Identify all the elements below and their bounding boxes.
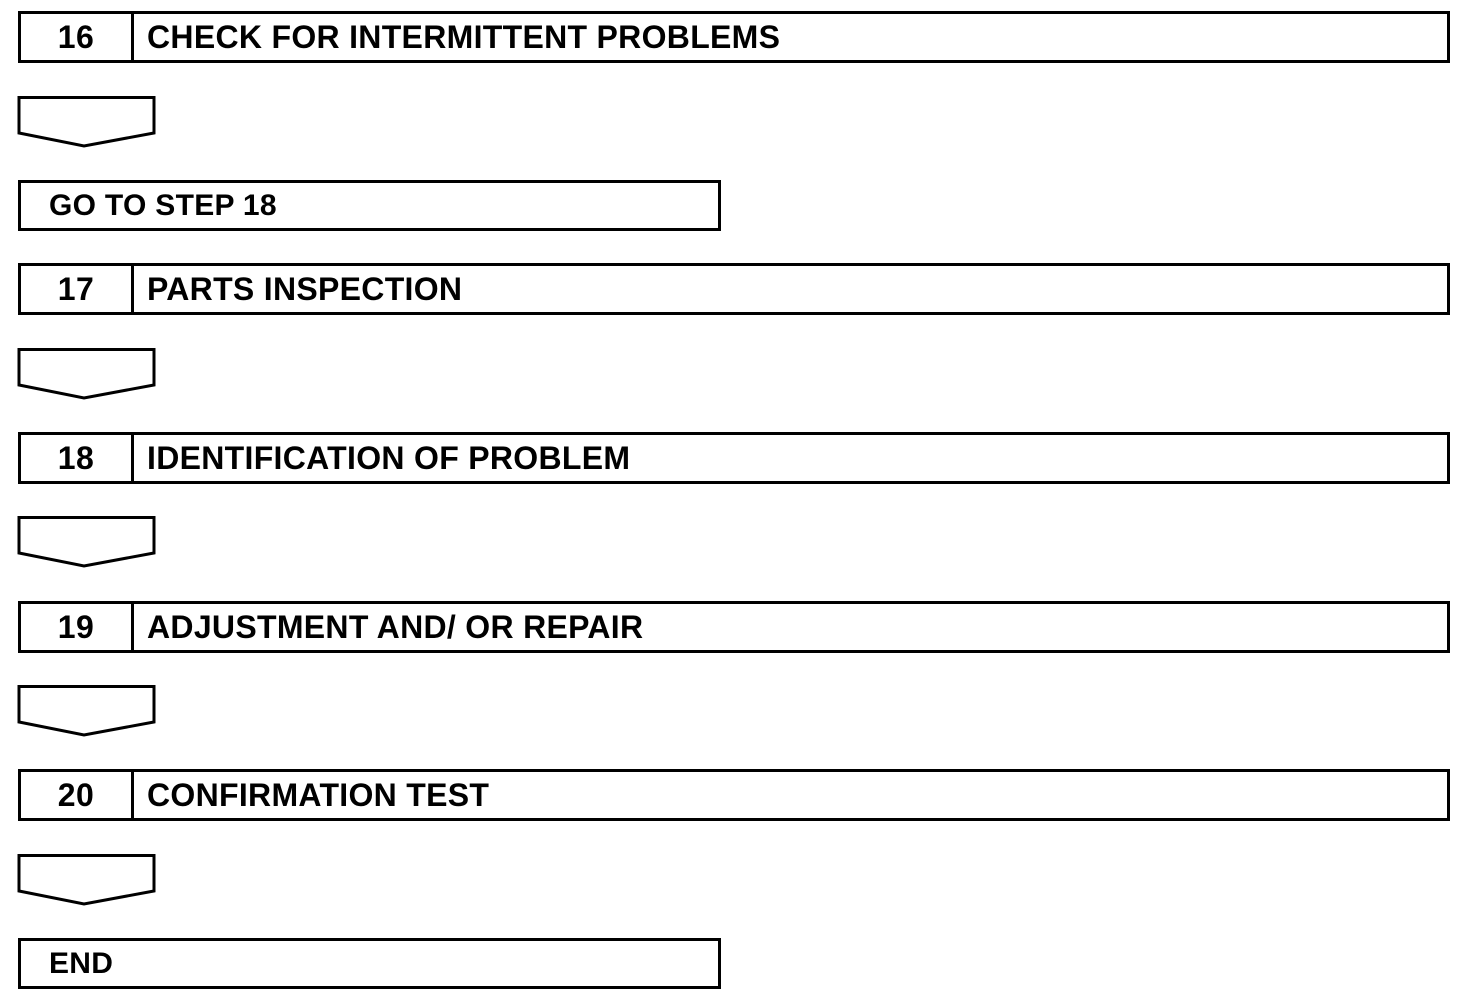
step-20-box [18,769,1450,821]
goto-step-box: GO TO STEP 18 [18,180,721,231]
end-box: END [18,938,721,989]
step-16-box [18,11,1450,63]
step-number: 18 [21,435,134,481]
step-title: CHECK FOR INTERMITTENT PROBLEMS [147,18,781,55]
step-title: CONFIRMATION TEST [147,776,490,813]
step-19-box [18,601,1450,653]
step-number: 16 [21,14,134,60]
step-title: ADJUSTMENT AND/ OR REPAIR [147,608,644,645]
step-number: 19 [21,604,134,650]
step-number: 20 [21,772,134,818]
step-18-box [18,432,1450,484]
flow-arrow-down-icon [17,685,157,737]
step-number: 17 [21,266,134,312]
step-17-box [18,263,1450,315]
flow-arrow-down-icon [17,516,157,568]
flow-arrow-down-icon [17,348,157,400]
flow-arrow-down-icon [17,96,157,148]
step-title: IDENTIFICATION OF PROBLEM [147,439,631,476]
step-title: PARTS INSPECTION [147,270,463,307]
flow-arrow-down-icon [17,854,157,906]
